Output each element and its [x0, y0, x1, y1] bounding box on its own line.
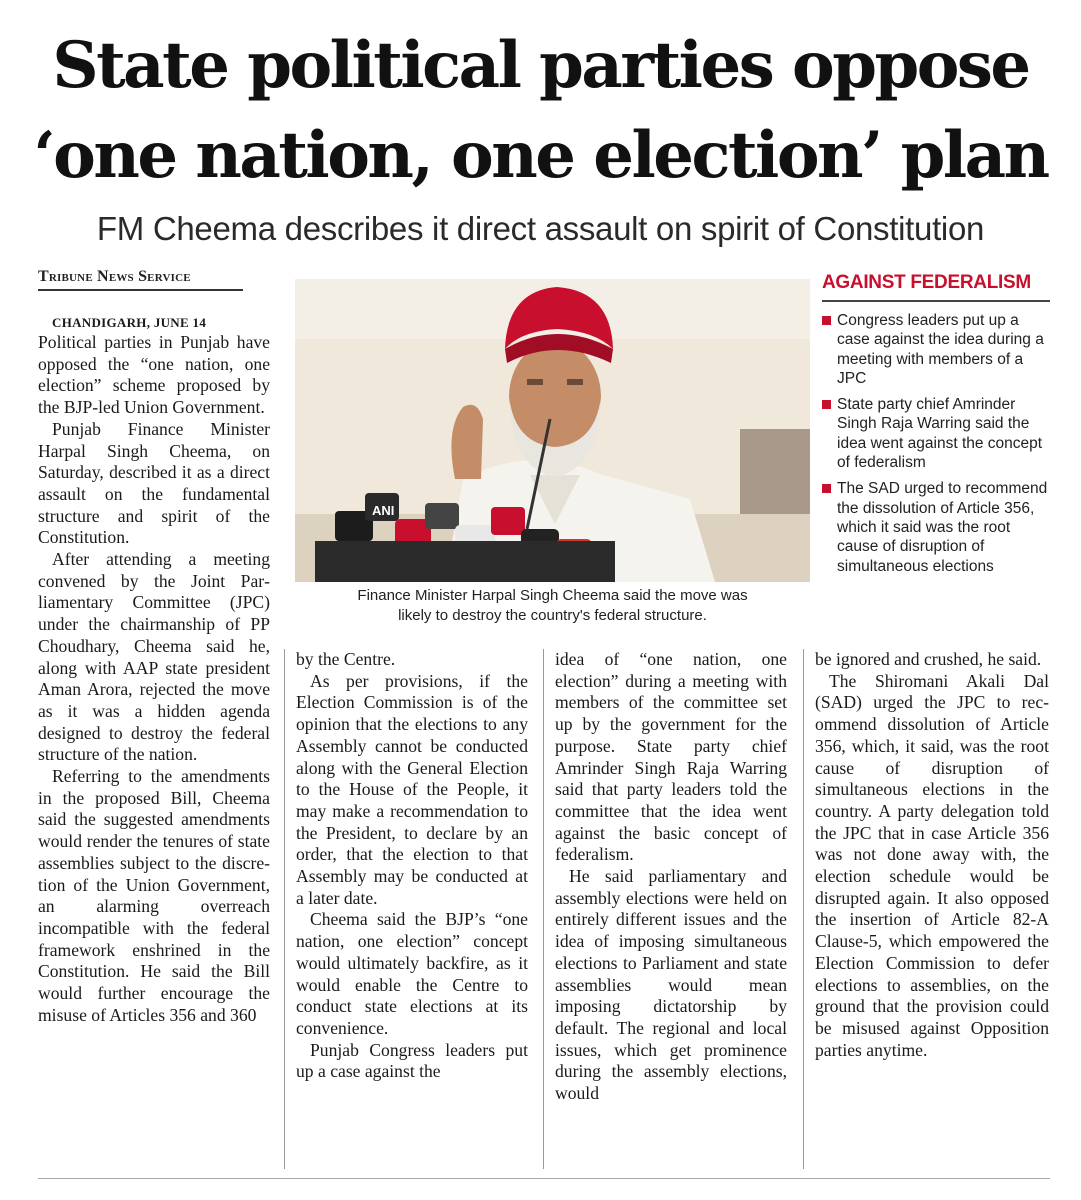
- col2-paragraph-1: by the Centre.: [296, 649, 396, 669]
- press-conference-illustration: [295, 279, 810, 582]
- photo: [295, 279, 810, 582]
- sidebar-item: [822, 479, 1050, 575]
- sidebar-rule: [822, 300, 1050, 302]
- bottom-rule: [38, 1178, 1050, 1179]
- col2-paragraph-4: Punjab Congress leaders put up a case against the: [296, 1039, 528, 1082]
- col2-paragraph-2: As per provisions, if the Election Commission is of the opinion that the elections to any Assembly cannot be conducted along with the General Election to the House of the People, it may make a recommendation to the President, to declare by an order, that the election to that Assembly may be conducted at a later date.: [296, 670, 528, 908]
- col1-paragraph-2: Punjab Finance Minister Harpal Singh Cheema, on Saturday, described it as a direct assault on the fundamental structure and spirit of the Constitution.: [38, 418, 270, 548]
- column-divider-2: [543, 649, 544, 1169]
- sidebar-item: [822, 311, 1050, 388]
- article-column-3: [555, 649, 787, 1105]
- headline-line-1: State political parties oppose: [52, 28, 1029, 103]
- subheadline: FM Cheema describes it direct assault on spirit of Constitution: [96, 210, 985, 247]
- mic-label-ani: ANI: [372, 503, 395, 518]
- col1-paragraph-1: Political parties in Punjab have opposed the “one nation, one election” scheme proposed by the BJP-led Union Government.: [38, 332, 270, 418]
- article-column-4: [815, 649, 1049, 1061]
- column-divider-1: [284, 649, 285, 1169]
- sidebar-title: AGAINST FEDERALISM: [822, 272, 1031, 293]
- byline: [38, 268, 191, 286]
- article-column-1: [38, 314, 270, 1027]
- column-divider-3: [803, 649, 804, 1169]
- photo-caption: [300, 586, 805, 626]
- col2-paragraph-3: Cheema said the BJP’s “one nation, one election” concept would ultimately backfire, as it would enable the Centre to conduct state elections at its convenience.: [296, 909, 528, 1038]
- col1-paragraph-4: Referring to the amendments in the proposed Bill, Cheema said the suggested amendments would render the tenures of state assemblies subject to the discretion of the Union Government, an alarming overreach incompatible with the federal framework enshrined in the Constitution. He said the Bill would further encourage the misuse of Articles 356 and 360: [38, 766, 270, 1025]
- sidebar-item-text: The SAD urged to recommend the dissolution of Article 356, which it said was the root cause of disruption of simultaneous elections: [837, 480, 1048, 575]
- article-column-2: [296, 649, 528, 1083]
- bullet-square-icon: [822, 400, 831, 409]
- bullet-square-icon: [822, 316, 831, 325]
- col4-paragraph-2: The Shiromani Akali Dal (SAD) urged the JPC to recommend dissolution of Article 356, which, it said, was the root cause of disruption of simultaneous elections in the country. A party delegation told the JPC that in case Article 356 was not done away with, the election schedule would be disrupted again. It also opposed the insertion of Article 82-A Clause-5, which empowered the Election Commission to defer elections to assemblies, on the ground that the provision could be misused against Opposition parties anytime.: [815, 670, 1049, 1060]
- sidebar-item-text: State party chief Amrinder Singh Raja Warring said the idea went against the concept of federalism: [837, 396, 1043, 472]
- bullet-square-icon: [822, 484, 831, 493]
- col1-paragraph-3: After attending a meeting convened by the Joint Parliamentary Committee (JPC) under the chairmanship of PP Choudhary, Cheema said he, along with AAP state president Aman Arora, rejected the move as it was a hidden agenda designed to destroy the federal structure of the nation.: [38, 549, 270, 765]
- headline-line-2: ‘one nation, one election’ plan: [33, 118, 1048, 193]
- byline-text: Tribune News Service: [38, 268, 191, 285]
- col3-paragraph-1: idea of “one nation, one election” during a meeting with members of the committee set up by the government for the purpose. State party chief Amrinder Singh Raja Warring said that party leaders told the committee that the idea went against the basic concept of federalism.: [555, 649, 787, 865]
- col4-paragraph-1: be ignored and crushed, he said.: [815, 649, 1042, 669]
- sidebar-list: [822, 311, 1050, 583]
- sidebar-item: [822, 395, 1050, 472]
- sidebar-item-text: Congress leaders put up a case against the idea during a meeting with members of a JPC: [837, 312, 1044, 387]
- caption-line-2: likely to destroy the country's federal structure.: [398, 607, 707, 624]
- byline-rule: [38, 289, 243, 291]
- col3-paragraph-2: He said parliamentary and assembly elections were held on entirely different issues and the idea of imposing simultaneous elections to Parliament and state assemblies would mean imposing dictatorship by default. The regional and local issues, which get prominence during the assembly elections, would: [555, 866, 787, 1104]
- caption-line-1: Finance Minister Harpal Singh Cheema said the move was: [357, 587, 748, 604]
- dateline: CHANDIGARH, JUNE 14: [52, 315, 207, 330]
